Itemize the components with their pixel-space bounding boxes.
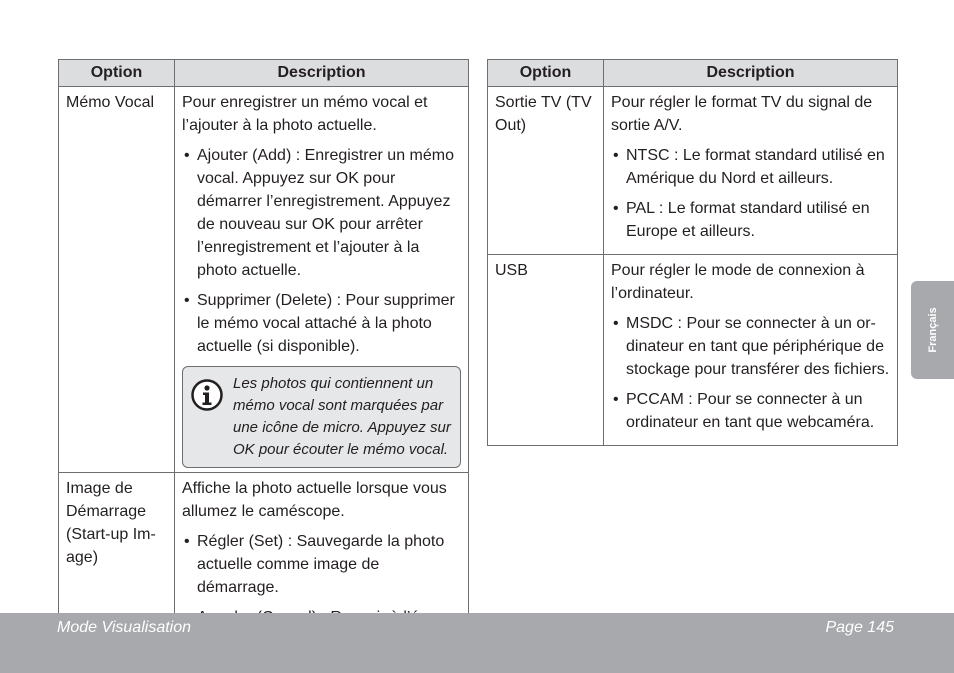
option-cell: Image de Démarrage (Start-up Im-age) — [59, 473, 175, 664]
note-text: Les photos qui contiennent un mémo vocal sont marquées par une icône de micro. Appuyez sur OK pour écouter le mémo vocal. — [233, 375, 451, 458]
info-note — [182, 366, 461, 468]
description-intro: Pour régler le mode de connexion à l’ordinateur. — [611, 262, 865, 302]
table-header-row — [59, 60, 469, 87]
table-row — [488, 87, 898, 255]
info-icon — [191, 379, 223, 411]
option-cell: Mémo Vocal — [59, 87, 175, 473]
description-intro: Affiche la photo actuelle lorsque vous allumez le caméscope. — [182, 480, 447, 520]
page-footer — [0, 613, 954, 673]
table-row — [488, 255, 898, 446]
list-item: • NTSC : Le format standard utilisé en Amérique du Nord et ailleurs. — [611, 144, 890, 190]
description-intro: Pour enregistrer un mémo vocal et l’ajouter à la photo actuelle. — [182, 94, 428, 134]
list-item: • PCCAM : Pour se connecter à un ordinateur en tant que webcaméra. — [611, 388, 890, 434]
list-item: • Ajouter (Add) : Enregistrer un mémo vocal. Appuyez sur OK pour démarrer l’enregistrement. Appuyez de nouveau sur OK pour arrêter l’enregistrement et l’ajouter à la photo actuelle. — [182, 144, 461, 282]
section-name: Mode Visualisation — [57, 619, 192, 636]
header-option: Option — [59, 60, 175, 87]
header-description: Description — [604, 60, 898, 87]
list-item: • Supprimer (Delete) : Pour supprimer le mémo vocal attaché à la photo actuelle (si disponible). — [182, 289, 461, 358]
table-header-row — [488, 60, 898, 87]
right-options-table — [487, 59, 898, 446]
option-cell: Sortie TV (TV Out) — [488, 87, 604, 255]
bullet-list — [182, 144, 461, 358]
description-cell — [604, 255, 898, 446]
option-cell: USB — [488, 255, 604, 446]
language-tab — [911, 281, 954, 379]
description-cell — [604, 87, 898, 255]
bullet-list — [611, 144, 890, 243]
description-cell — [175, 87, 469, 473]
language-tab-label: Français — [926, 307, 939, 353]
table-row — [59, 87, 469, 473]
description-intro: Pour régler le format TV du signal de sortie A/V. — [611, 94, 873, 134]
header-description: Description — [175, 60, 469, 87]
list-item: • Régler (Set) : Sauvegarde la photo actuelle comme image de démarrage. — [182, 530, 461, 599]
left-options-table — [58, 59, 469, 664]
list-item: • MSDC : Pour se connecter à un or-dinateur en tant que périphérique de stockage pour transférer des fichiers. — [611, 312, 890, 381]
header-option: Option — [488, 60, 604, 87]
list-item: • PAL : Le format standard utilisé en Europe et ailleurs. — [611, 197, 890, 243]
page-number: Page 145 — [825, 619, 894, 636]
bullet-list — [611, 312, 890, 434]
